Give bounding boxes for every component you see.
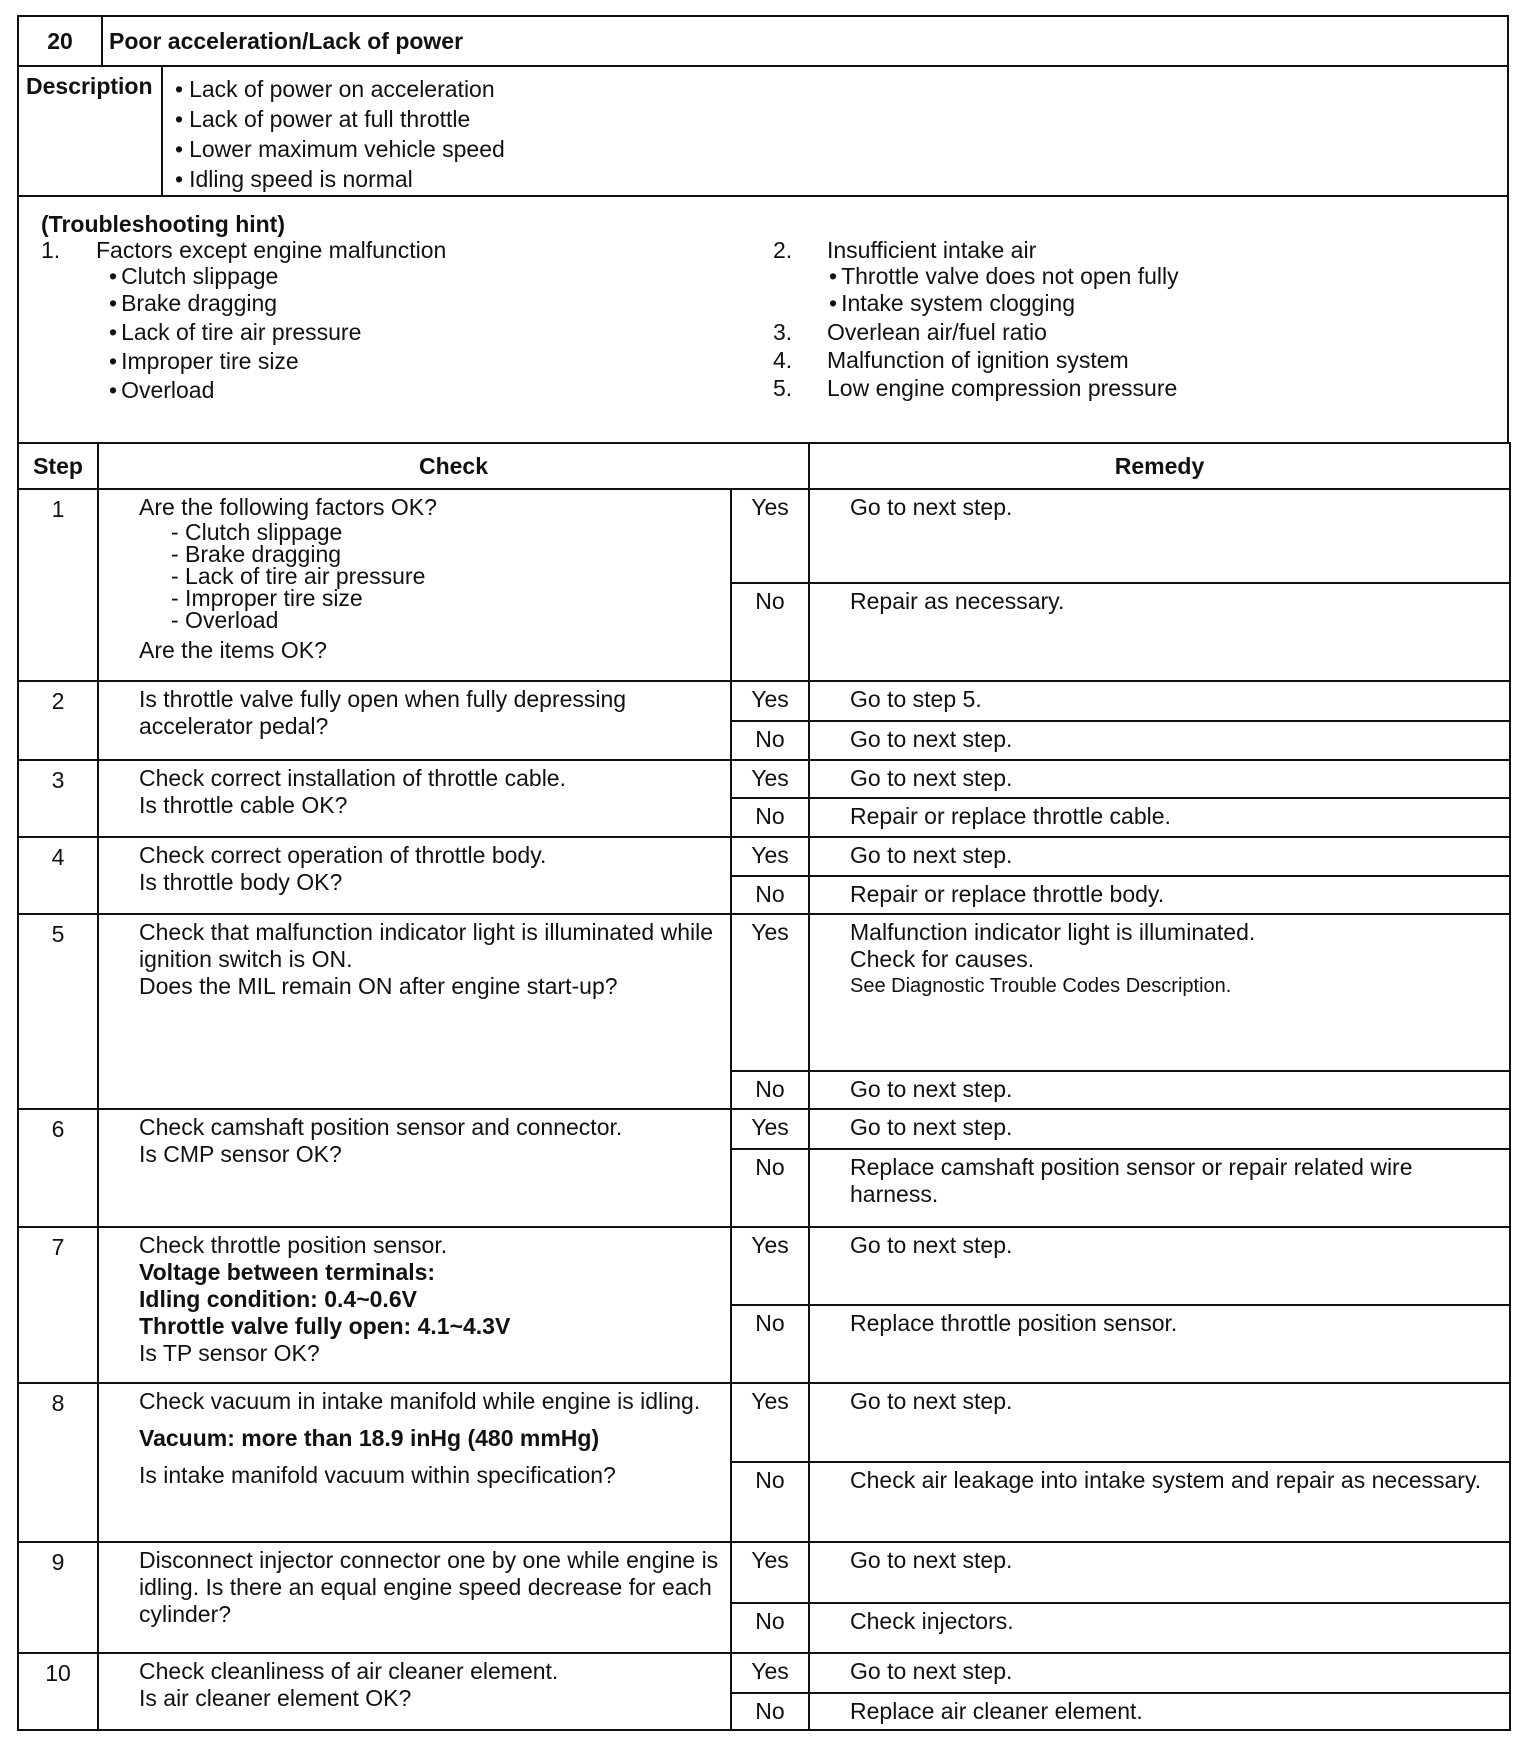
remedy-cell: Replace throttle position sensor.	[809, 1305, 1510, 1383]
check-text: Is TP sensor OK?	[139, 1340, 320, 1366]
answer-yes: Yes	[731, 1542, 809, 1603]
remedy-cell: Go to next step.	[809, 1227, 1510, 1305]
hint-sub-item: • Improper tire size	[109, 347, 299, 376]
description-item: • Lower maximum vehicle speed	[175, 134, 505, 164]
remedy-cell: Go to next step.	[809, 721, 1510, 760]
step-number: 7	[18, 1227, 98, 1383]
check-spec: Voltage between terminals:	[139, 1259, 436, 1285]
remedy-text: Check for causes.	[850, 946, 1035, 972]
answer-yes: Yes	[731, 489, 809, 583]
remedy-reference: See Diagnostic Trouble Codes Description.	[850, 975, 1232, 997]
description-item: • Idling speed is normal	[175, 164, 505, 194]
remedy-cell: Go to next step.	[809, 1542, 1510, 1603]
description-item: • Lack of power on acceleration	[175, 74, 505, 104]
check-text: Is air cleaner element OK?	[139, 1685, 412, 1711]
answer-yes: Yes	[731, 1383, 809, 1462]
check-cell: Disconnect injector connector one by one while engine is idling. Is there an equal engine speed decrease for each cylinder?	[98, 1542, 731, 1653]
hint-sub-item: • Lack of tire air pressure	[109, 318, 361, 347]
step-number: 2	[18, 681, 98, 760]
step-number: 10	[18, 1653, 98, 1730]
remedy-cell: Go to next step.	[809, 1071, 1510, 1109]
check-text: Check vacuum in intake manifold while engine is idling.	[139, 1388, 701, 1414]
remedy-cell: Repair or replace throttle body.	[809, 876, 1510, 914]
answer-no: No	[731, 1603, 809, 1653]
answer-no: No	[731, 1462, 809, 1542]
table-row	[18, 1109, 1510, 1149]
answer-no: No	[731, 1693, 809, 1730]
answer-yes: Yes	[731, 1227, 809, 1305]
hint-text: Insufficient intake air	[827, 237, 1037, 263]
step-number: 3	[18, 760, 98, 837]
step-number: 4	[18, 837, 98, 914]
hint-text: Factors except engine malfunction	[96, 237, 447, 263]
answer-yes: Yes	[731, 914, 809, 1071]
remedy-cell: Go to next step.	[809, 760, 1510, 798]
description-box	[17, 65, 1509, 197]
check-cell: Is throttle valve fully open when fully depressing accelerator pedal?	[98, 681, 731, 760]
answer-yes: Yes	[731, 760, 809, 798]
answer-no: No	[731, 798, 809, 837]
section-number: 20	[19, 17, 103, 65]
check-text: Check camshaft position sensor and connector.	[139, 1114, 623, 1140]
step-number: 1	[18, 489, 98, 681]
check-sub-item: - Overload	[171, 607, 279, 633]
hint-sub-item: • Clutch slippage	[109, 264, 278, 289]
hint-text: Overlean air/fuel ratio	[827, 319, 1047, 345]
check-sub-item: - Brake dragging	[171, 541, 342, 567]
answer-no: No	[731, 1305, 809, 1383]
answer-no: No	[731, 876, 809, 914]
hint-number: 4.	[773, 347, 793, 373]
remedy-text: Malfunction indicator light is illuminated.	[850, 919, 1256, 945]
check-text: Check cleanliness of air cleaner element.	[139, 1658, 559, 1684]
check-cell	[98, 489, 731, 681]
table-row	[18, 1653, 1510, 1693]
check-text: Is throttle cable OK?	[139, 792, 348, 818]
hint-text: Low engine compression pressure	[827, 375, 1178, 401]
check-text: Does the MIL remain ON after engine start-up?	[139, 973, 618, 999]
check-sub-item: - Lack of tire air pressure	[171, 563, 426, 589]
check-spec: Throttle valve fully open: 4.1~4.3V	[139, 1313, 511, 1339]
description-list	[175, 74, 505, 194]
check-text: Check correct installation of throttle cable.	[139, 765, 566, 791]
check-spec: Vacuum: more than 18.9 inHg (480 mmHg)	[139, 1425, 600, 1451]
check-text: Check that malfunction indicator light is illuminated while ignition switch is ON.	[139, 919, 714, 972]
check-column-header: Check	[98, 443, 809, 489]
troubleshooting-hint-box	[17, 195, 1509, 444]
remedy-cell: Check injectors.	[809, 1603, 1510, 1653]
check-cell	[98, 1109, 731, 1227]
answer-no: No	[731, 1149, 809, 1227]
table-row	[18, 1227, 1510, 1305]
answer-no: No	[731, 1071, 809, 1109]
answer-yes: Yes	[731, 1109, 809, 1149]
answer-yes: Yes	[731, 681, 809, 721]
check-cell	[98, 1383, 731, 1542]
table-row	[18, 914, 1510, 1071]
hint-text: Malfunction of ignition system	[827, 347, 1129, 373]
step-column-header: Step	[18, 443, 98, 489]
remedy-cell: Replace camshaft position sensor or repair related wire harness.	[809, 1149, 1510, 1227]
check-cell	[98, 1653, 731, 1730]
table-header-row	[18, 443, 1510, 489]
check-sub-item: - Improper tire size	[171, 585, 363, 611]
check-cell	[98, 1227, 731, 1383]
hint-sub-item: • Overload	[109, 376, 214, 405]
check-text: Is intake manifold vacuum within specification?	[139, 1462, 616, 1488]
remedy-cell: Go to next step.	[809, 837, 1510, 876]
table-row	[18, 837, 1510, 876]
table-row	[18, 681, 1510, 721]
step-number: 9	[18, 1542, 98, 1653]
hint-sub-item: • Intake system clogging	[829, 289, 1075, 318]
remedy-cell	[809, 914, 1510, 1071]
diagnosis-table	[17, 442, 1511, 1731]
check-cell	[98, 914, 731, 1109]
check-spec: Idling condition: 0.4~0.6V	[139, 1286, 417, 1312]
hint-number: 3.	[773, 319, 793, 345]
check-cell	[98, 837, 731, 914]
table-row	[18, 760, 1510, 798]
table-row	[18, 1542, 1510, 1603]
hint-number: 1.	[41, 237, 61, 263]
answer-yes: Yes	[731, 837, 809, 876]
troubleshooting-page	[17, 15, 1509, 1724]
check-sub-item: - Clutch slippage	[171, 519, 343, 545]
description-item: • Lack of power at full throttle	[175, 104, 505, 134]
remedy-cell: Go to next step.	[809, 1109, 1510, 1149]
check-text: Is throttle body OK?	[139, 869, 343, 895]
hint-sub-item: • Throttle valve does not open fully	[829, 264, 1179, 289]
check-text: Check throttle position sensor.	[139, 1232, 448, 1258]
remedy-cell: Go to next step.	[809, 489, 1510, 583]
section-header	[17, 15, 1509, 67]
answer-no: No	[731, 721, 809, 760]
check-text: Are the items OK?	[139, 637, 327, 663]
remedy-cell: Replace air cleaner element.	[809, 1693, 1510, 1730]
check-text: Check correct operation of throttle body.	[139, 842, 547, 868]
remedy-cell: Repair as necessary.	[809, 583, 1510, 681]
remedy-cell: Go to next step.	[809, 1383, 1510, 1462]
answer-no: No	[731, 583, 809, 681]
description-label: Description	[19, 67, 163, 195]
section-title: Poor acceleration/Lack of power	[109, 27, 464, 54]
step-number: 5	[18, 914, 98, 1109]
step-number: 8	[18, 1383, 98, 1542]
hint-title: (Troubleshooting hint)	[41, 211, 286, 237]
step-number: 6	[18, 1109, 98, 1227]
check-text: Is CMP sensor OK?	[139, 1141, 342, 1167]
table-row	[18, 1383, 1510, 1462]
remedy-cell: Go to next step.	[809, 1653, 1510, 1693]
hint-sub-item: • Brake dragging	[109, 289, 277, 318]
remedy-cell: Go to step 5.	[809, 681, 1510, 721]
check-cell	[98, 760, 731, 837]
remedy-cell: Check air leakage into intake system and repair as necessary.	[809, 1462, 1510, 1542]
table-row	[18, 489, 1510, 583]
answer-yes: Yes	[731, 1653, 809, 1693]
hint-number: 2.	[773, 237, 793, 263]
check-text: Are the following factors OK?	[139, 494, 437, 520]
remedy-column-header: Remedy	[809, 443, 1510, 489]
remedy-cell: Repair or replace throttle cable.	[809, 798, 1510, 837]
hint-number: 5.	[773, 375, 793, 401]
